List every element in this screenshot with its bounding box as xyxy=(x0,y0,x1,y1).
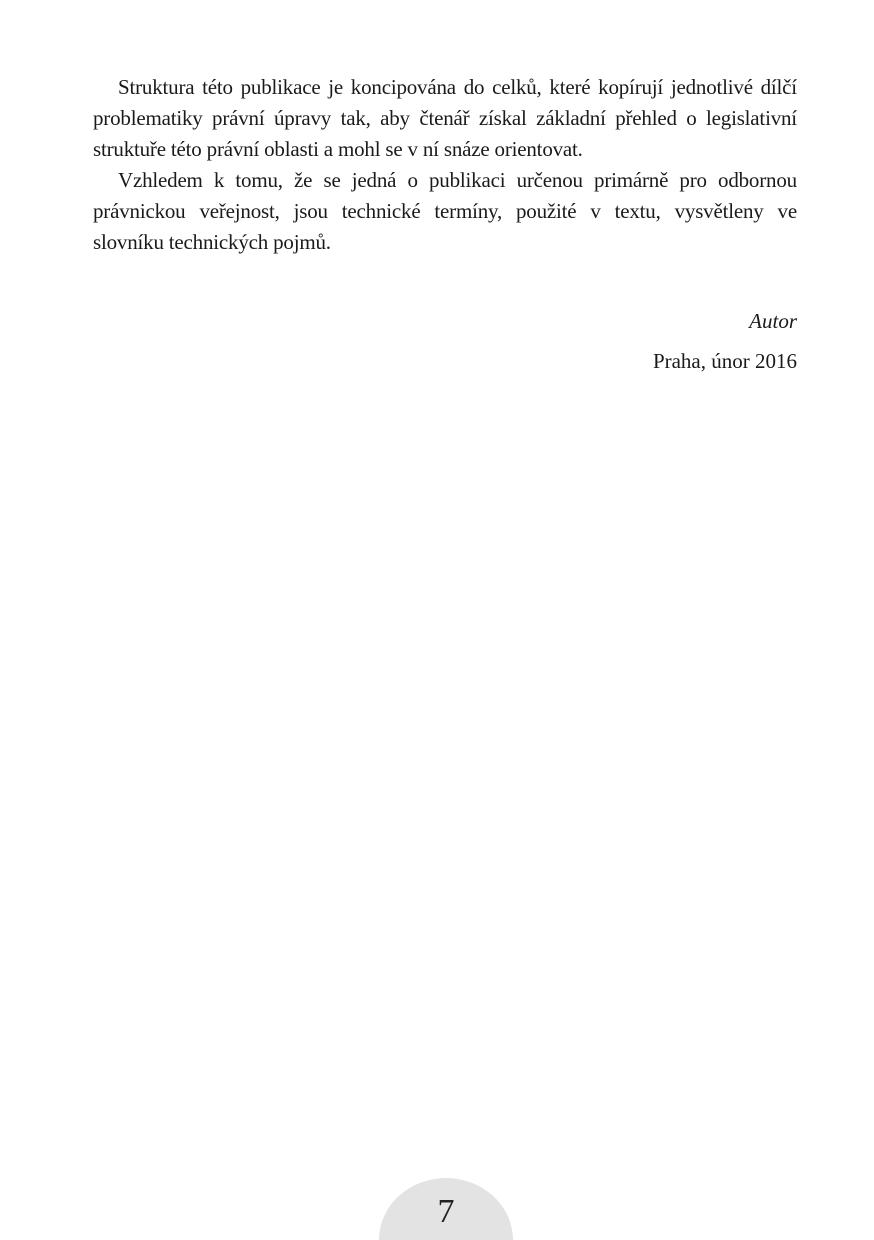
author-signature: Autor xyxy=(749,309,797,333)
body-line: Vzhledem k tomu, že se jedná o publikaci určenou primárně pro odbornou xyxy=(118,168,797,192)
body-line: právnickou veřejnost, jsou technické termíny, použité v textu, vysvětleny ve xyxy=(93,199,797,223)
body-line: struktuře této právní oblasti a mohl se v ní snáze orientovat. xyxy=(93,137,583,161)
body-line: problematiky právní úpravy tak, aby čtenář získal základní přehled o legislativní xyxy=(93,106,797,130)
place-date-line: Praha, únor 2016 xyxy=(652,349,797,373)
body-text xyxy=(93,72,797,258)
paragraph-2 xyxy=(93,165,797,258)
page-number: 7 xyxy=(437,1192,455,1230)
body-line: Struktura této publikace je koncipována do celků, které kopírují jednotlivé dílčí xyxy=(118,75,797,99)
body-line: slovníku technických pojmů. xyxy=(93,230,331,254)
page-number-tab xyxy=(379,1178,513,1240)
paragraph-1 xyxy=(93,72,797,165)
